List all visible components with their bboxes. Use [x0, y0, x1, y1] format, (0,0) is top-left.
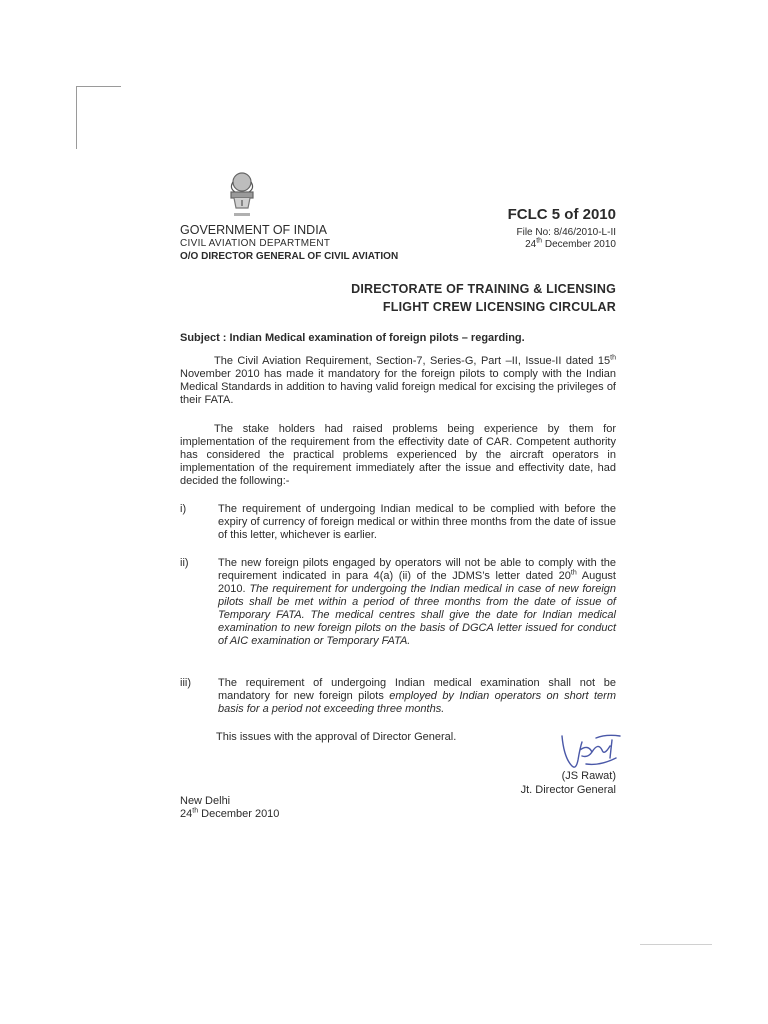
paragraph-2: The stake holders had raised problems being experience by them for implementation of the requirement from the effectivity date of CAR. Competent authority has considered the practical problems experienced by the aircraft operators in implementation of the requirement immediately after the issue and effectivity date, had decided the following:- — [180, 423, 616, 487]
signatory-designation: Jt. Director General — [520, 784, 616, 796]
subject-line: Subject : Indian Medical examination of foreign pilots – regarding. — [180, 332, 525, 344]
signatory-block — [521, 769, 616, 797]
list-number: iii) — [180, 677, 191, 689]
government-name: GOVERNMENT OF INDIA — [180, 223, 328, 237]
list-number: i) — [180, 503, 187, 515]
issuing-authority — [180, 224, 398, 263]
issue-date: 24th December 2010 — [525, 237, 616, 250]
national-emblem-icon — [222, 170, 262, 220]
paragraph-1: The Civil Aviation Requirement, Section-7, Series-G, Part –II, Issue-II dated 15th November 2010 has made it mandatory for the foreign pilots to comply with the Indian Medical Standards in addition to having valid foreign medical for excising the privileges of their FATA. — [180, 354, 616, 406]
list-text: The requirement of undergoing Indian medical to be complied with before the expiry of currency of foreign medical or within three months from the date of issue of this letter, whichever is earlier. — [218, 503, 616, 541]
circular-heading — [351, 280, 616, 316]
list-item-i — [180, 503, 616, 542]
place-date-block — [180, 795, 279, 821]
reference-block — [508, 205, 616, 251]
signatory-name: (JS Rawat) — [561, 770, 616, 782]
file-number: File No: 8/46/2010-L-II — [516, 227, 616, 238]
place-name: New Delhi — [180, 795, 231, 807]
place-date: 24th December 2010 — [180, 807, 280, 820]
approval-note: This issues with the approval of Director General. — [216, 731, 457, 743]
heading-line-1: DIRECTORATE OF TRAINING & LICENSING — [351, 282, 616, 296]
list-text: The new foreign pilots engaged by operators will not be able to comply with the requirement indicated in para 4(a) (ii) of the JDMS’s letter dated 20th August 2010. The requirement for undergoing the Indian medical in case of new foreign pilots shall be met within a period of three months from the date of issue of Temporary FATA. The medical centres shall give the date for Indian medical examination to new foreign pilots on the basis of DGCA letter issued for conduct of AIC examination or Temporary FATA. — [218, 557, 616, 647]
heading-line-2: FLIGHT CREW LICENSING CIRCULAR — [382, 300, 616, 314]
list-item-iii — [180, 677, 616, 716]
corner-crop-mark — [76, 86, 121, 149]
bottom-rule — [640, 944, 712, 945]
office-name: O/O DIRECTOR GENERAL OF CIVIL AVIATION — [180, 251, 399, 262]
signature-icon — [556, 730, 636, 774]
list-item-ii — [180, 557, 616, 648]
department-name: CIVIL AVIATION DEPARTMENT — [180, 238, 331, 249]
list-number: ii) — [180, 557, 189, 569]
list-text: The requirement of undergoing Indian medical examination shall not be mandatory for new foreign pilots employed by Indian operators on short term basis for a period not exceeding three months. — [218, 677, 616, 715]
circular-number: FCLC 5 of 2010 — [507, 206, 616, 223]
